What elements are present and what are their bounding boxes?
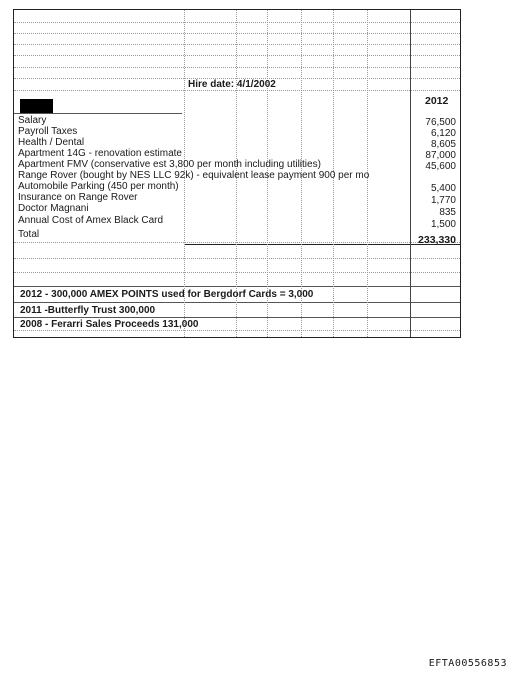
row-label: Automobile Parking (450 per month) bbox=[18, 181, 179, 192]
grid-line bbox=[14, 44, 460, 45]
row-value: 87,000 bbox=[425, 150, 456, 161]
note-line: 2008 - Ferarri Sales Proceeds 131,000 bbox=[20, 319, 199, 330]
row-value: 5,400 bbox=[430, 183, 456, 194]
row-label: Payroll Taxes bbox=[18, 126, 78, 137]
total-label: Total bbox=[18, 229, 40, 240]
grid-line bbox=[14, 258, 460, 259]
row-label: Annual Cost of Amex Black Card bbox=[18, 215, 164, 226]
hire-date: Hire date: 4/1/2002 bbox=[188, 79, 276, 90]
row-label: Doctor Magnani bbox=[18, 203, 89, 214]
note-line: 2011 -Butterfly Trust 300,000 bbox=[20, 305, 156, 316]
row-value: 6,120 bbox=[430, 128, 456, 139]
row-value: 1,500 bbox=[430, 219, 456, 230]
grid-line bbox=[14, 22, 460, 23]
grid-line bbox=[14, 67, 460, 68]
row-value: 835 bbox=[439, 207, 456, 218]
row-label: Range Rover (bought by NES LLC 92k) - equivalent lease payment 900 per mo bbox=[18, 170, 370, 181]
spreadsheet-printout bbox=[13, 9, 461, 338]
grid-line bbox=[14, 33, 460, 34]
row-label: Insurance on Range Rover bbox=[18, 192, 138, 203]
grid-line bbox=[14, 317, 460, 318]
row-label: Salary bbox=[18, 115, 47, 126]
redaction-box bbox=[20, 99, 53, 113]
section-rule bbox=[14, 113, 182, 114]
row-value: 8,605 bbox=[430, 139, 456, 150]
row-label: Apartment FMV (conservative est 3,800 per month including utilities) bbox=[18, 159, 321, 170]
note-line: 2012 - 300,000 AMEX POINTS used for Bergdorf Cards = 3,000 bbox=[20, 289, 314, 300]
grid-line bbox=[14, 330, 460, 331]
grid-line bbox=[14, 302, 460, 303]
row-label: Health / Dental bbox=[18, 137, 85, 148]
row-value: 76,500 bbox=[425, 117, 456, 128]
row-label: Apartment 14G - renovation estimate bbox=[18, 148, 182, 159]
grid-line bbox=[14, 286, 460, 287]
total-rule bbox=[14, 242, 460, 243]
row-value: 1,770 bbox=[430, 195, 456, 206]
grid-line bbox=[14, 55, 460, 56]
grid-line bbox=[14, 90, 460, 91]
total-value: 233,330 bbox=[418, 234, 456, 246]
year-header: 2012 bbox=[425, 95, 449, 107]
value-column-divider bbox=[410, 10, 411, 337]
row-value: 45,600 bbox=[425, 161, 456, 172]
grid-line bbox=[14, 272, 460, 273]
document-id: EFTA00556853 bbox=[428, 658, 507, 669]
